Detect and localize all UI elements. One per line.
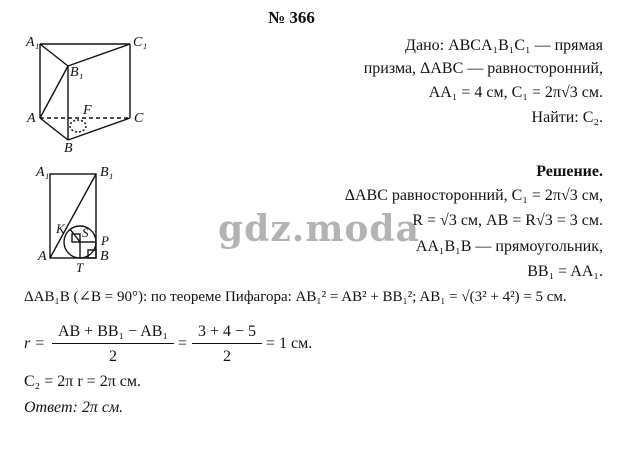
fraction-bar-1 [52,343,174,344]
r-formula-result: = 1 см. [266,335,313,352]
solution-heading: Решение. [536,163,603,180]
solution-line-1: ΔABC равносторонний, C₁ = 2π√3 см, [344,187,603,204]
answer-line: Ответ: 2π см. [24,399,124,416]
fraction-bar-2 [192,343,262,344]
r-formula-num1: AB + BB₁ − AB₁ [57,323,169,340]
c2-line: C₂ = 2π r = 2π см. [24,373,142,390]
rectangle-figure [0,0,140,270]
given-line-1: Дано: ABCA₁B₁C₁ — прямая [405,37,603,54]
r-formula-den1: 2 [109,348,117,365]
fig2-label-s: S [82,225,89,240]
fig2-label-p: P [101,233,109,248]
fig2-label-a: A [38,249,47,264]
solution-line-2: R = √3 см, AB = R√3 = 3 см. [412,212,603,229]
fig2-label-a1: A₁ [36,165,50,180]
r-formula-num2: 3 + 4 − 5 [197,323,257,340]
fig1-label-c: C [134,111,144,126]
fig1-label-b1: B₁ [70,65,84,80]
r-formula-lhs: r = [24,335,46,352]
fig2-label-b1: B₁ [100,165,114,180]
fig1-label-a: A [27,111,36,126]
fig1-label-a1: A₁ [26,35,40,50]
fig1-label-f: F [83,103,92,118]
pythagoras-line: ΔAB₁B (∠B = 90°): по теореме Пифагора: AB₁² = AB² + BB₁²; AB₁ = √(3² + 4²) = 5 см. [24,289,567,305]
find-line: Найти: C₂. [531,109,603,126]
fig2-label-k: K [56,221,65,236]
given-line-3: AA₁ = 4 см, C₁ = 2π√3 см. [428,84,603,101]
fig1-label-c1: C₁ [133,35,148,50]
fig2-label-b: B [100,249,109,264]
problem-number: № 366 [268,8,315,27]
r-formula-eq: = [178,335,188,352]
fig1-label-b: B [64,141,73,156]
r-formula-den2: 2 [223,348,231,365]
fig2-label-t: T [76,260,84,275]
solution-line-4: BB₁ = AA₁. [527,263,603,280]
watermark: gdz.moda [218,208,420,250]
given-line-2: призма, ΔABC — равносторонний, [363,60,603,77]
solution-line-3: AA₁B₁B — прямоугольник, [415,238,603,255]
